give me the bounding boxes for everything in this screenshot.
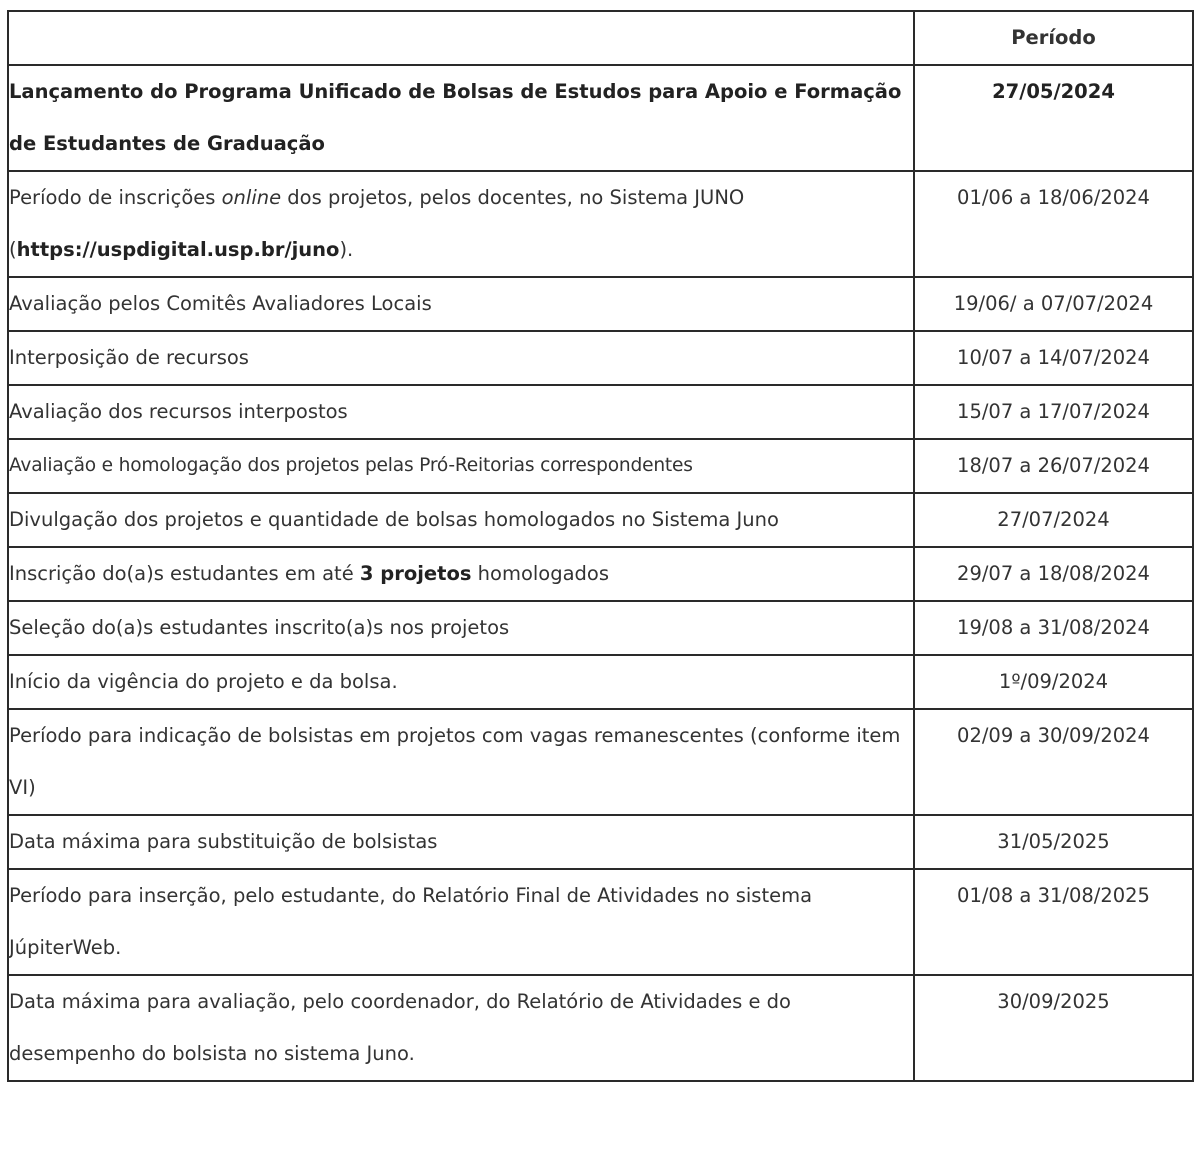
table-row — [8, 277, 1193, 331]
row-description: Data máxima para substituição de bolsistas — [8, 815, 914, 869]
row-period: 27/07/2024 — [914, 493, 1193, 547]
row-description: Avaliação e homologação dos projetos pelas Pró-Reitorias correspondentes — [8, 439, 914, 493]
text-segment: Inscrição do(a)s estudantes em até — [9, 562, 360, 585]
text-segment: dos projetos, pelos docentes, no Sistema JUNO ( — [9, 186, 745, 261]
schedule-table — [7, 10, 1194, 1082]
row-period: 31/05/2025 — [914, 815, 1193, 869]
row-description: Seleção do(a)s estudantes inscrito(a)s nos projetos — [8, 601, 914, 655]
text-segment: homologados — [471, 562, 610, 585]
italic-text: online — [221, 186, 282, 209]
table-row — [8, 493, 1193, 547]
table-row — [8, 331, 1193, 385]
row-description: Divulgação dos projetos e quantidade de bolsas homologados no Sistema Juno — [8, 493, 914, 547]
row-description: Período para inserção, pelo estudante, do Relatório Final de Atividades no sistema JúpiterWeb. — [8, 869, 914, 975]
row-description: Avaliação dos recursos interpostos — [8, 385, 914, 439]
row-description: Data máxima para avaliação, pelo coordenador, do Relatório de Atividades e do desempenho do bolsista no sistema Juno. — [8, 975, 914, 1081]
bold-text: 3 projetos — [359, 562, 472, 585]
text-segment: Período de inscrições — [9, 186, 222, 209]
table-row — [8, 975, 1193, 1081]
row-period: 15/07 a 17/07/2024 — [914, 385, 1193, 439]
row-period: 18/07 a 26/07/2024 — [914, 439, 1193, 493]
table-row — [8, 171, 1193, 277]
row-description: Lançamento do Programa Unificado de Bolsas de Estudos para Apoio e Formação de Estudantes de Graduação — [8, 65, 914, 171]
table-row — [8, 601, 1193, 655]
table-row — [8, 869, 1193, 975]
table-row — [8, 547, 1193, 601]
header-period-cell: Período — [914, 11, 1193, 65]
row-description: Período para indicação de bolsistas em projetos com vagas remanescentes (conforme item VI) — [8, 709, 914, 815]
table-row — [8, 815, 1193, 869]
row-period: 01/06 a 18/06/2024 — [914, 171, 1193, 277]
row-period: 10/07 a 14/07/2024 — [914, 331, 1193, 385]
row-period: 02/09 a 30/09/2024 — [914, 709, 1193, 815]
table-row — [8, 65, 1193, 171]
row-period: 29/07 a 18/08/2024 — [914, 547, 1193, 601]
juno-url-link[interactable]: https://uspdigital.usp.br/juno — [16, 238, 340, 261]
row-description — [8, 171, 914, 277]
header-description-cell — [8, 11, 914, 65]
table-header-row — [8, 11, 1193, 65]
row-period: 19/06/ a 07/07/2024 — [914, 277, 1193, 331]
row-period: 27/05/2024 — [914, 65, 1193, 171]
row-description: Início da vigência do projeto e da bolsa. — [8, 655, 914, 709]
text-segment: ). — [339, 238, 354, 261]
table-row — [8, 439, 1193, 493]
row-period: 01/08 a 31/08/2025 — [914, 869, 1193, 975]
table-row — [8, 709, 1193, 815]
row-description: Avaliação pelos Comitês Avaliadores Locais — [8, 277, 914, 331]
row-description — [8, 547, 914, 601]
row-period: 30/09/2025 — [914, 975, 1193, 1081]
table-row — [8, 385, 1193, 439]
row-period: 1º/09/2024 — [914, 655, 1193, 709]
table-row — [8, 655, 1193, 709]
row-period: 19/08 a 31/08/2024 — [914, 601, 1193, 655]
row-description: Interposição de recursos — [8, 331, 914, 385]
